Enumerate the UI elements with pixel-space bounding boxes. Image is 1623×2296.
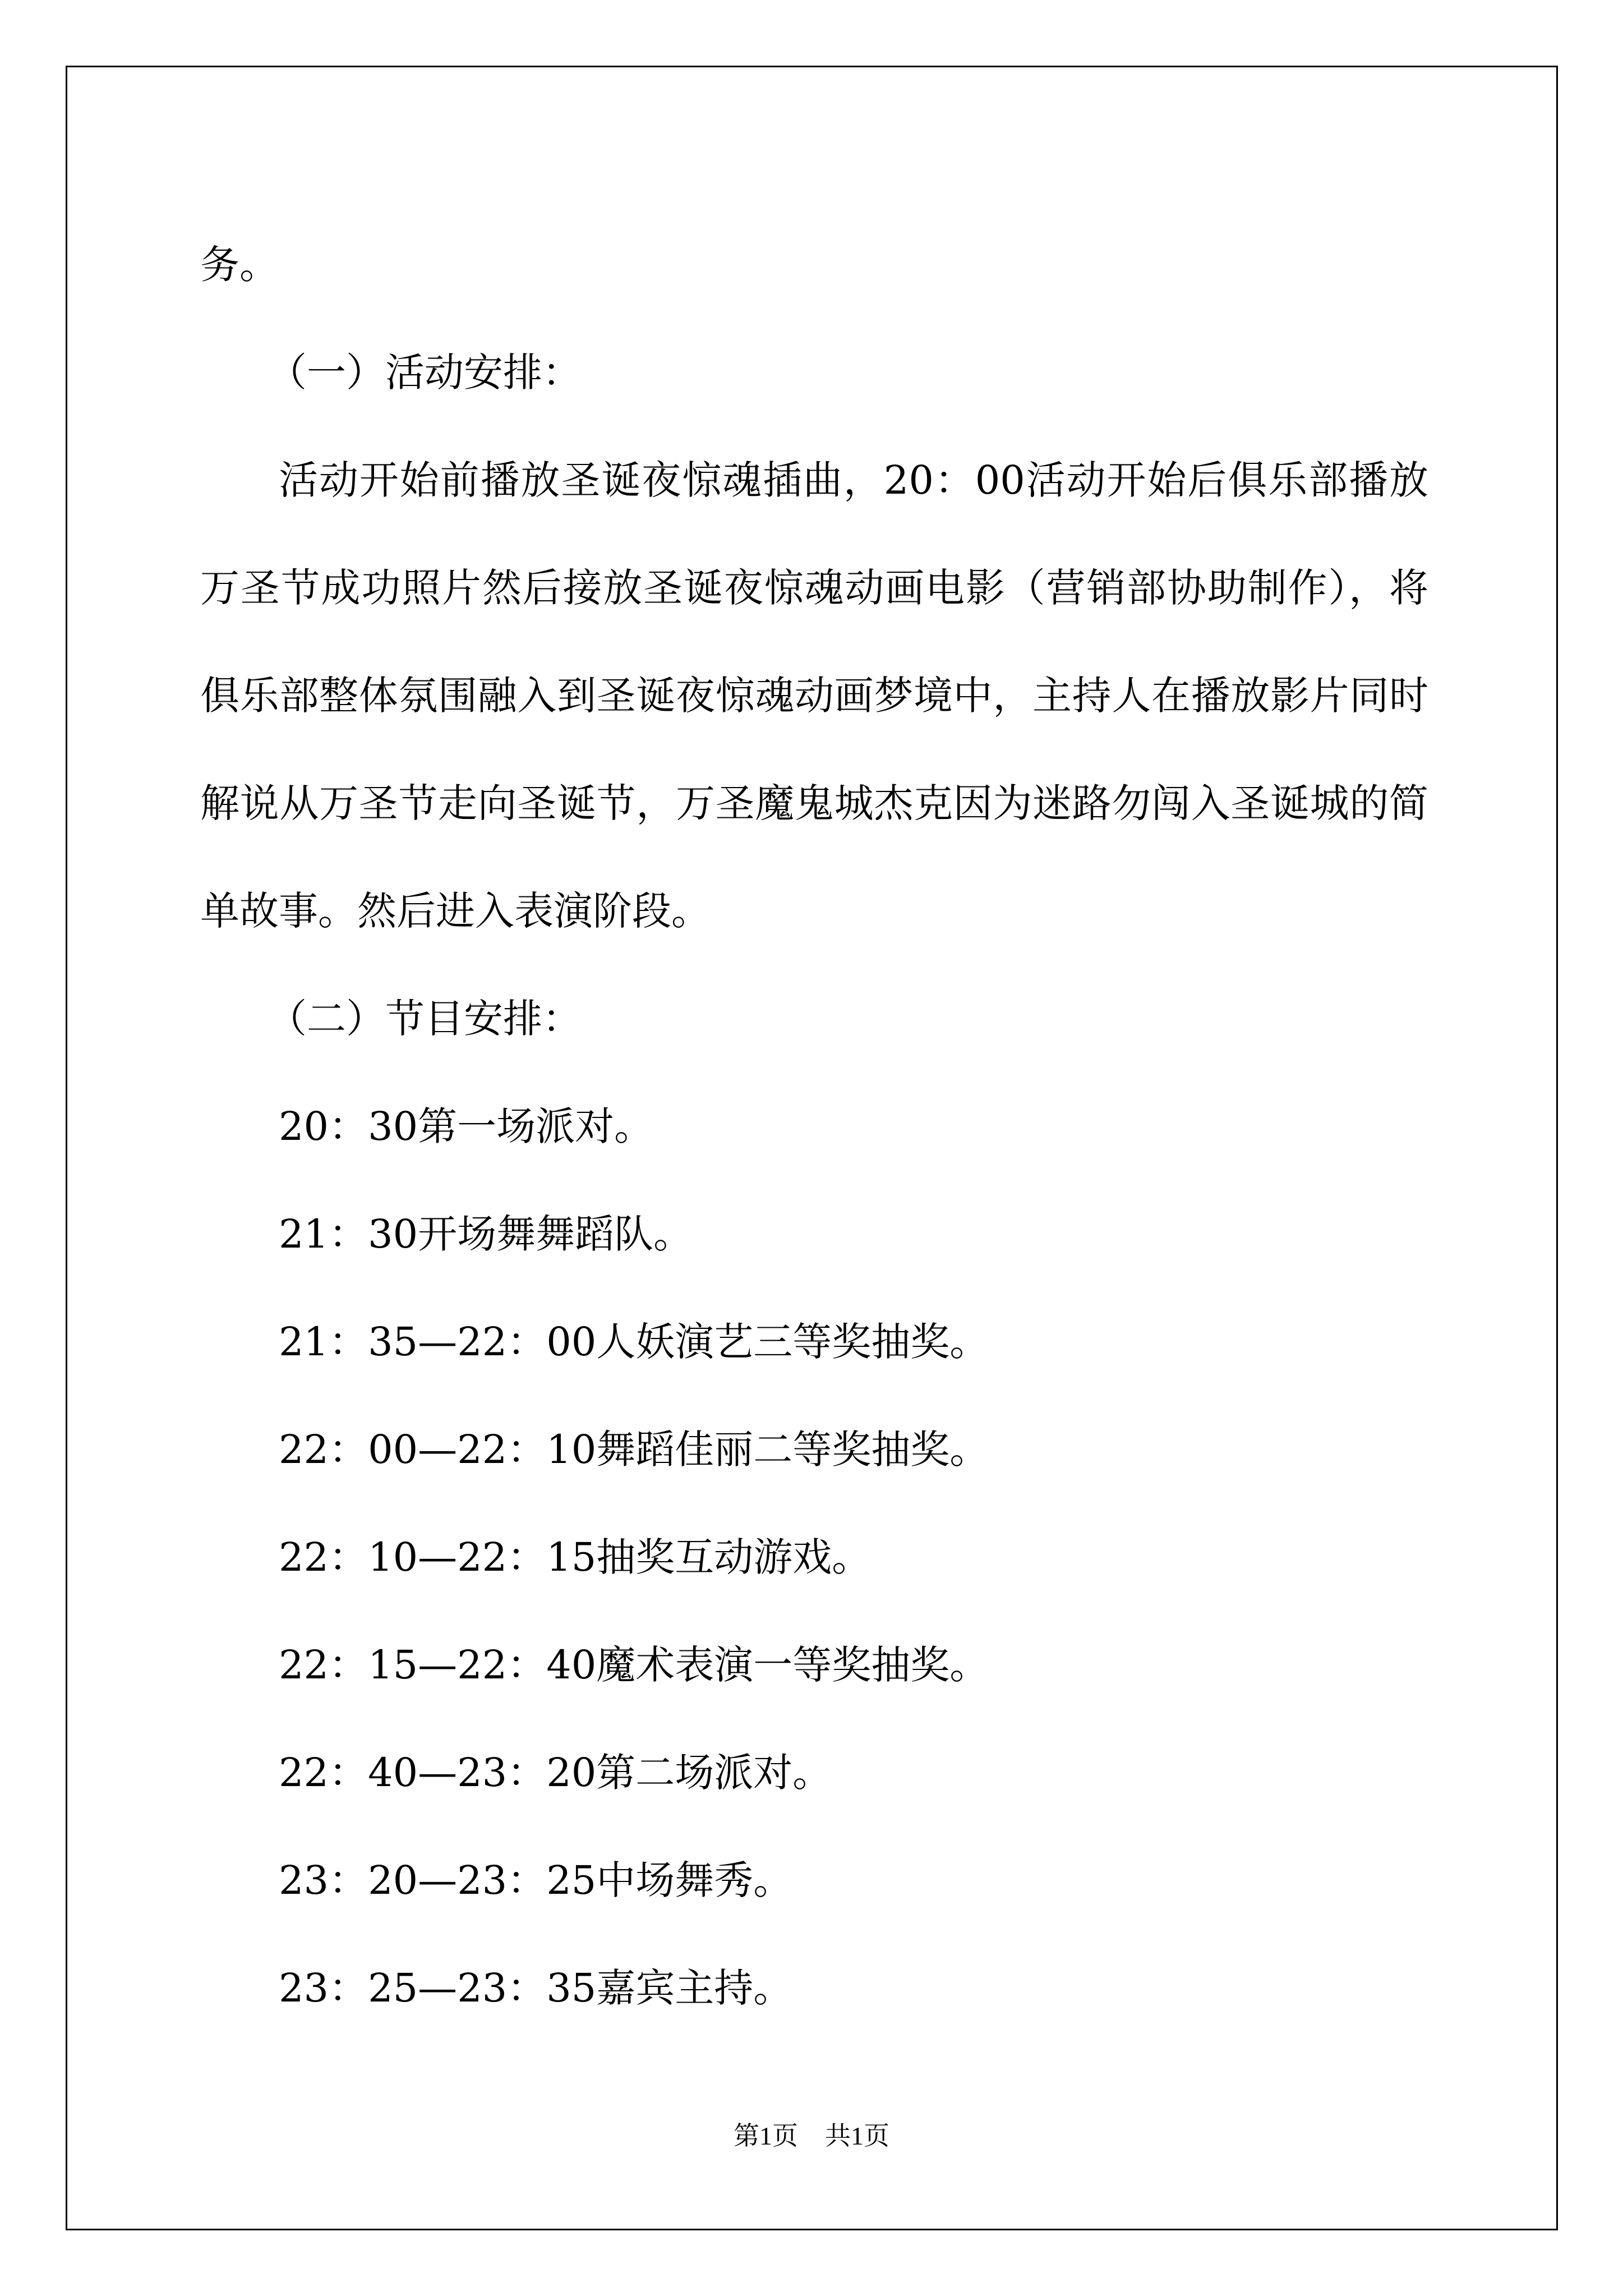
paragraph-activity-description: 活动开始前播放圣诞夜惊魂插曲，20：00活动开始后俱乐部播放万圣节成功照片然后接放圣诞夜惊魂动画电影（营销部协助制作），将俱乐部整体氛围融入到圣诞夜惊魂动画梦境中，主持人在播放影片同时解说从万圣节走向圣诞节，万圣魔鬼城杰克因为迷路勿闯入圣诞城的简单故事。然后进入表演阶段。 (200, 457, 1428, 934)
schedule-item: 23：20—23：25中场舞秀。 (279, 1857, 793, 1903)
schedule-item: 22：40—23：20第二场派对。 (279, 1750, 832, 1796)
page-number-current: 第1页 (734, 2122, 798, 2150)
schedule-item: 23：25—23：35嘉宾主持。 (279, 1965, 793, 2011)
schedule-item: 22：10—22：15抽奖互动游戏。 (279, 1534, 872, 1580)
schedule-item: 21：35—22：00人妖演艺三等奖抽奖。 (279, 1319, 989, 1365)
page-footer (0, 2119, 1623, 2153)
paragraph-continuation: 务。 (200, 242, 279, 288)
schedule-item: 22：00—22：10舞蹈佳丽二等奖抽奖。 (279, 1427, 989, 1473)
section-heading-program: （二）节目安排： (268, 996, 582, 1042)
schedule-item: 21：30开场舞舞蹈队。 (279, 1211, 693, 1257)
schedule-item: 22：15—22：40魔术表演一等奖抽奖。 (279, 1642, 989, 1688)
section-heading-activity: （一）活动安排： (268, 349, 582, 395)
page-number-total: 共1页 (825, 2122, 889, 2150)
document-body (200, 211, 1428, 2042)
schedule-item: 20：30第一场派对。 (279, 1103, 654, 1149)
